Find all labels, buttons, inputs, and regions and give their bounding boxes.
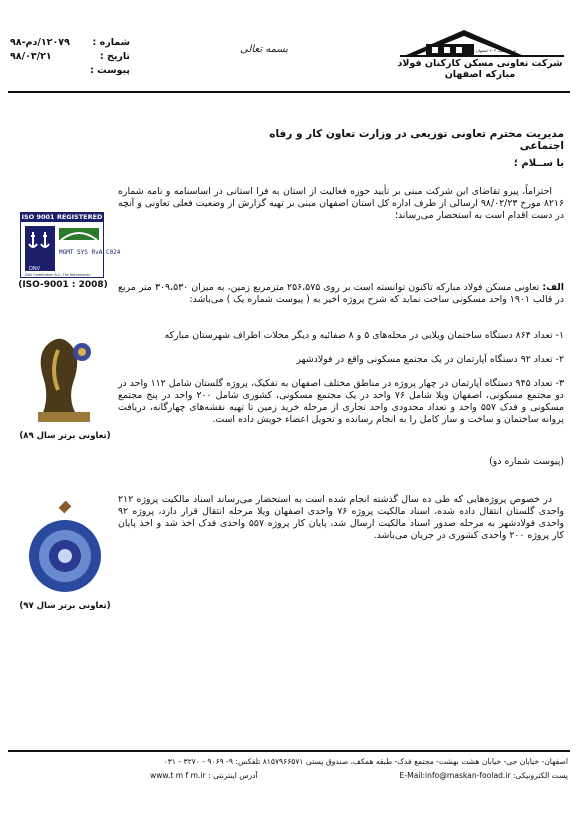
cert-top-label: ISO 9001 REGISTERED: [21, 213, 103, 221]
meta-number-value: ۱۲۰۷۹/دم-۹۸: [10, 37, 70, 48]
footer-email-group: [400, 770, 568, 781]
cert-emblem: [21, 222, 121, 277]
meta-number-label: شماره :: [92, 37, 130, 48]
iso-label: (ISO-9001 : 2008): [18, 280, 108, 290]
attachment-two-note: (پیوست شماره دو): [489, 456, 564, 467]
meta-date-value: ۹۸/۰۳/۲۱: [10, 51, 52, 62]
footer-address: اصفهان- خیابان جی- خیابان هشت بهشت- مجتمع فدک- طبقه همکف، صندوق پستی ۸۱۵۷۹۶۶۵۷۱ تلفکس: ۹- ۹۰۶۹ - ۳۲۷۰ - ۰۳۱: [163, 757, 568, 766]
company-name: شرکت تعاونی مسکن کارکنان فولاد مبارکه اصفهان: [397, 58, 563, 80]
award-medal-image: [24, 500, 106, 600]
footer-web-group: [150, 770, 258, 781]
iso-certificate-badge: [20, 212, 121, 278]
list-item-3: ۳- تعداد ۹۴۵ دستگاه آپارتمان در چهار پروژه در مناطق مختلف اصفهان به تفکیک، پروژه گلستان شامل ۱۱۲ واحد در دو مجتمع مسکونی، اصفهان ویلا شامل ۷۶ واحد در یک مجتمع مسکونی، کشوری شامل ۲۰۰ واحد در پنج مجتمع مسکونی و فدک ۵۵۷ واحد و تعداد محدودی واحد تجاری از مرحله خرید زمین تا تهیه نقشه‌های چهارگانه، دریافت پروانه ساختمان و ساخت و ساز کامل را به انجام رسانده و تحویل اعضاء خویش داده است.: [118, 378, 565, 425]
award-89-label: (تعاونی برتر سال ۸۹): [19, 431, 111, 441]
meta-attachment-label: پیوست :: [90, 65, 130, 76]
alef-label: الف:: [542, 282, 564, 293]
svg-text:DNV: DNV: [29, 266, 41, 272]
meta-attachment-row: [10, 64, 130, 78]
letter-greeting: با ســلام ؛: [513, 158, 564, 169]
meta-date-row: [10, 50, 130, 64]
closing-paragraph: [118, 494, 564, 542]
cert-bottom-text: DNV Certification B.V., The Netherlands: [25, 273, 91, 277]
letter-meta: [10, 36, 130, 78]
list-item-1: ۱- تعداد ۸۶۴ دستگاه ساختمان ویلایی در محله‌های ۵ و ۸ صفائیه و دیگر محلات اطراف شهرستان مبارکه: [164, 330, 564, 341]
basmala: بسمه تعالی: [240, 44, 289, 55]
intro-text: احتراماً، پیرو تقاضای این شرکت مبنی بر تأیید حوزه فعالیت از استان به فرا استانی در اساسنامه و نامه شماره ۸۲۱۶ مورخ ۹۸/۰۲/۲۳ ارسالی از طرف اداره کل استان اصفهان مبنی بر تهیه گزارش از وضعیت فعلی تعاونی و آنچه در دست اقدام است به استحضار می‌رساند؛: [118, 186, 565, 221]
web-label: آدرس اینترنتی :: [208, 771, 258, 780]
cert-side-text: MGMT SYS RvA C024: [59, 249, 121, 256]
list-item-2: ۲- تعداد ۹۲ دستگاه آپارتمان در یک مجتمع مسکونی واقع در فولادشهر: [296, 354, 564, 365]
registration-text: شماره ثبت ۲۰۳ اصفهان: [476, 48, 516, 53]
award-trophy-image: [24, 320, 104, 430]
letter-recipient-heading: مدیریت محترم تعاونی توزیعی در وزارت تعاون کار و رفاه اجتماعی: [269, 128, 564, 152]
section-alef: [118, 282, 564, 306]
meta-number-row: [10, 36, 130, 50]
email-address[interactable]: E-Mail:info@maskan-foolad.ir: [399, 771, 511, 780]
footer-divider: [8, 750, 570, 752]
meta-date-label: تاریخ :: [99, 51, 130, 62]
email-label: پست الکترونیکی:: [512, 771, 568, 780]
closing-text: در خصوص پروژه‌هایی که طی ده سال گذشته انجام شده است به استحضار می‌رساند اسناد مالکیت پروژه ۲۱۲ واحدی گلستان انتقال داده شده، اسناد مالکیت پروژه ۷۶ واحدی اصفهان ویلا مرحله انتقال قرار دارد، پروژه ۹۲ واحدی فولادشهر به مرحله صدور اسناد مالکیت ارسال شد، پایان کار پروژه ۵۵۷ واحدی فدک اخذ شد و اخذ پایان کار پروژه ۲۰۰ واحدی کشوری در جریان می‌باشد.: [118, 494, 564, 541]
award-97-label: (تعاونی برتر سال ۹۷): [19, 601, 111, 611]
website-address[interactable]: www.t m f m.ir: [150, 771, 206, 780]
letter-intro-paragraph: [118, 186, 564, 222]
header-divider: [8, 91, 570, 93]
alef-text: تعاونی مسکن فولاد مبارکه تاکنون توانسته است بر روی ۲۵۶،۵۷۵ مترمربع زمین، به میزان ۳۰۹،۵۳۰ متر مربع در قالب ۱۹۰۱ واحد مسکونی ساخت نماید که شرح پروژه اخیر به ( پیوست شماره یک ) می‌باشد:: [118, 282, 564, 305]
footer-contact: [150, 770, 568, 781]
